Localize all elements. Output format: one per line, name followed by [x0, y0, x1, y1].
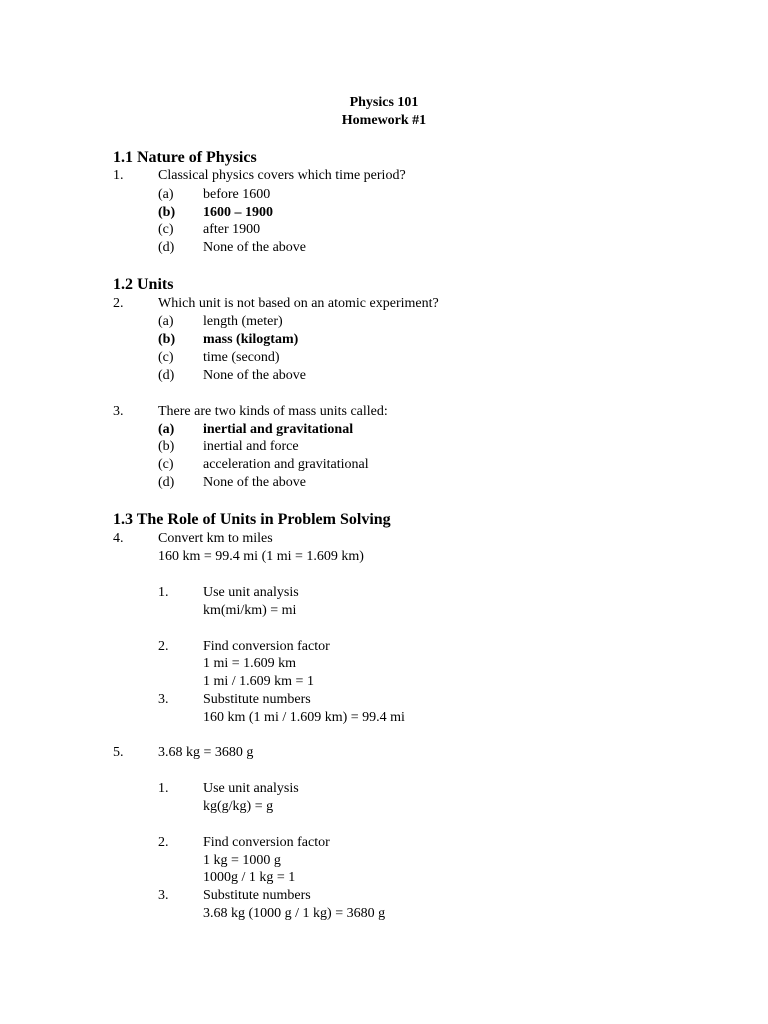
step-title: Substitute numbers: [203, 692, 311, 707]
option-label-correct: (b): [158, 332, 176, 347]
step-line: 3.68 kg (1000 g / 1 kg) = 3680 g: [203, 906, 386, 921]
step-title: Substitute numbers: [203, 888, 311, 903]
step-number: 2.: [158, 835, 169, 850]
step-line: kg(g/kg) = g: [203, 799, 274, 814]
option-label: (d): [158, 240, 175, 255]
step-title: Use unit analysis: [203, 585, 299, 600]
step-title: Use unit analysis: [203, 781, 299, 796]
option-label: (b): [158, 439, 175, 454]
option-text: after 1900: [203, 222, 261, 237]
option-label: (c): [158, 350, 174, 365]
question-number: 3.: [113, 404, 124, 419]
course-title: Physics 101: [349, 95, 419, 110]
option-label-correct: (b): [158, 205, 176, 220]
question-number: 5.: [113, 745, 124, 760]
step-title: Find conversion factor: [203, 639, 330, 654]
option-text-correct: inertial and gravitational: [203, 422, 354, 437]
question-number: 1.: [113, 168, 124, 183]
option-label-correct: (a): [158, 422, 175, 437]
option-text: length (meter): [203, 314, 283, 329]
section-heading: 1.3 The Role of Units in Problem Solving: [113, 511, 391, 528]
question-text: 3.68 kg = 3680 g: [158, 745, 254, 760]
option-text: acceleration and gravitational: [203, 457, 369, 472]
option-label: (c): [158, 222, 174, 237]
step-line: 160 km (1 mi / 1.609 km) = 99.4 mi: [203, 710, 405, 725]
step-line: 1000g / 1 kg = 1: [203, 870, 296, 885]
answer-text: 160 km = 99.4 mi (1 mi = 1.609 km): [158, 549, 364, 564]
assignment-title: Homework #1: [341, 113, 427, 128]
step-line: 1 kg = 1000 g: [203, 853, 281, 868]
question-text: Which unit is not based on an atomic experiment?: [158, 296, 439, 311]
option-label: (a): [158, 314, 174, 329]
question-text: Classical physics covers which time period?: [158, 168, 406, 183]
step-number: 3.: [158, 888, 169, 903]
option-text-correct: 1600 – 1900: [203, 205, 273, 220]
option-label: (d): [158, 475, 175, 490]
step-line: 1 mi / 1.609 km = 1: [203, 674, 314, 689]
question-number: 4.: [113, 531, 124, 546]
step-number: 1.: [158, 781, 169, 796]
step-number: 3.: [158, 692, 169, 707]
option-text: None of the above: [203, 475, 307, 490]
option-label: (c): [158, 457, 174, 472]
option-text-correct: mass (kilogtam): [203, 332, 299, 347]
step-title: Find conversion factor: [203, 835, 330, 850]
question-number: 2.: [113, 296, 124, 311]
section-heading: 1.1 Nature of Physics: [113, 149, 257, 166]
option-text: None of the above: [203, 240, 307, 255]
step-line: 1 mi = 1.609 km: [203, 656, 297, 671]
option-text: None of the above: [203, 368, 307, 383]
step-number: 2.: [158, 639, 169, 654]
option-label: (a): [158, 187, 174, 202]
option-text: time (second): [203, 350, 280, 365]
option-text: before 1600: [203, 187, 271, 202]
step-line: km(mi/km) = mi: [203, 603, 297, 618]
section-heading: 1.2 Units: [113, 276, 174, 293]
question-text: There are two kinds of mass units called:: [158, 404, 388, 419]
option-label: (d): [158, 368, 175, 383]
question-text: Convert km to miles: [158, 531, 273, 546]
step-number: 1.: [158, 585, 169, 600]
option-text: inertial and force: [203, 439, 299, 454]
